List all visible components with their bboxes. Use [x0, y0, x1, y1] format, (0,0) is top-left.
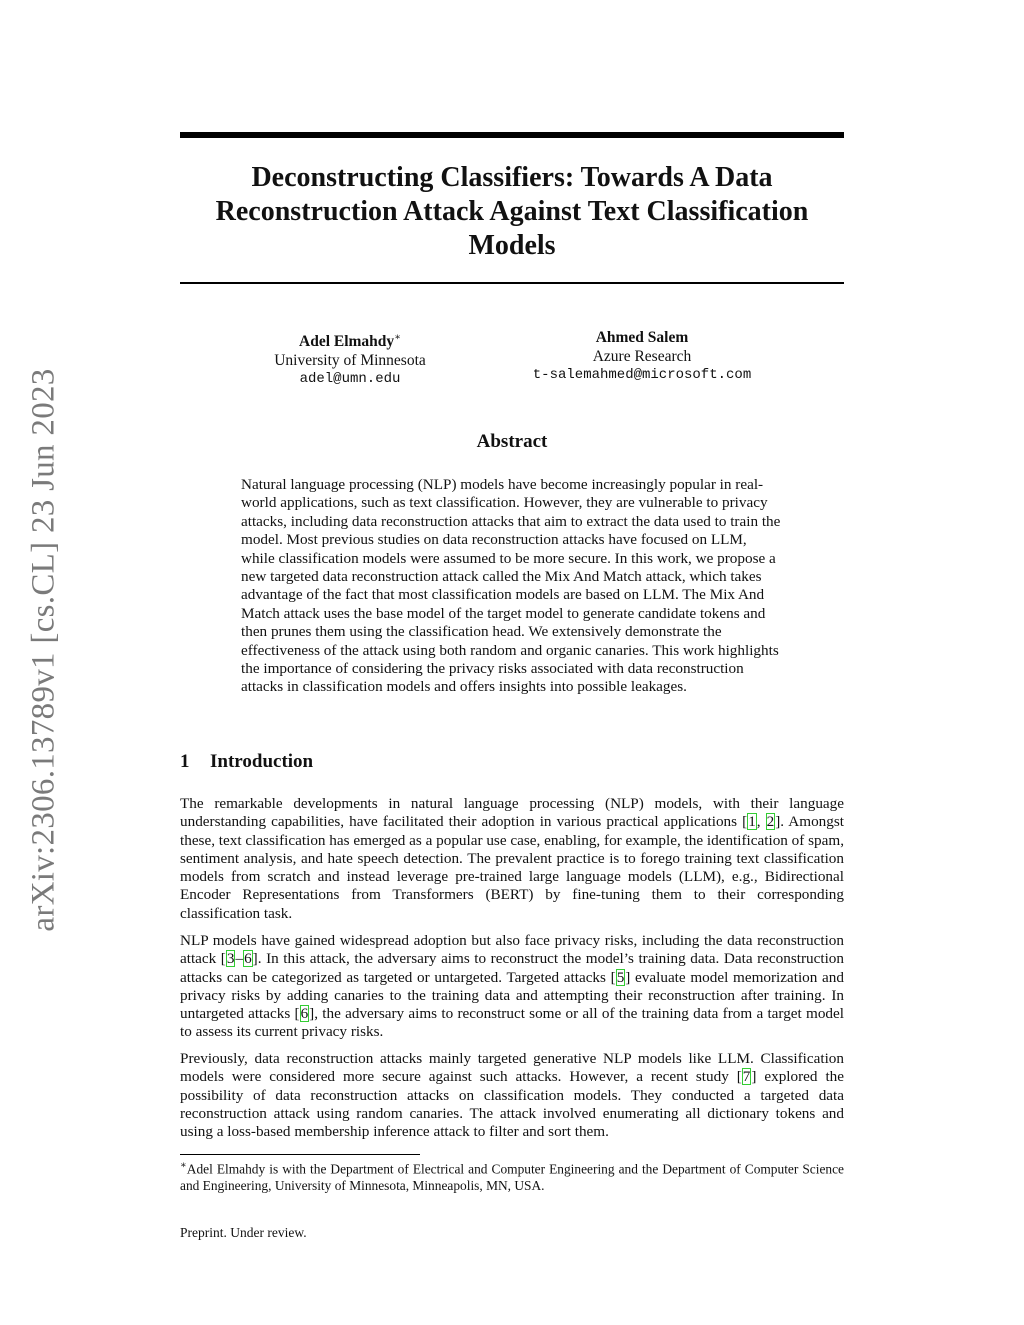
title-line: Reconstruction Attack Against Text Classification	[215, 196, 809, 227]
title-line: Deconstructing Classifiers: Towards A Data	[251, 162, 773, 193]
author-email: t-salemahmed@microsoft.com	[532, 367, 752, 383]
author-name: Ahmed Salem	[595, 329, 689, 346]
paragraph	[180, 1050, 844, 1141]
abstract-text: Natural language processing (NLP) models have become increasingly popular in real-world applications, such as text classification. However, they are vulnerable to privacy attacks, including data reconstruction attacks that aim to extract the data used to train the model. Most previous studies on data reconstruction attacks have focused on LLM, while classification models were assumed to be more secure. In this work, we propose a new targeted data reconstruction attack called the Mix And Match attack, which takes advantage of the fact that most classification models are based on LLM. The Mix And Match attack uses the base model of the target model to generate candidate tokens and then prunes them using the classification head. We extensively demonstrate the effectiveness of the attack using both random and organic canaries. This work highlights the importance of considering the privacy risks associated with data reconstruction attacks in classification models and offers insights into possible leakages.	[241, 476, 781, 696]
citation-link[interactable]: 7	[742, 1068, 751, 1086]
author-email: adel@umn.edu	[299, 371, 401, 388]
footnote-text: Adel Elmahdy is with the Department of Electrical and Computer Engineering and the Department of Computer Science and Engineering, University of Minnesota, Minneapolis, MN, USA.	[180, 1161, 844, 1194]
citation-link[interactable]: 6	[244, 950, 252, 968]
paragraph-text: Previously, data reconstruction attacks mainly targeted generative NLP models like LLM. Classification models were considered more secure against such attacks. However, a recent study [	[180, 1050, 844, 1086]
footnote-rule	[180, 1154, 420, 1155]
citation-separator: –	[235, 950, 244, 968]
citation-link[interactable]: 2	[766, 813, 775, 831]
author-affiliation: University of Minnesota	[274, 352, 426, 370]
paragraph-text: ] evaluate model memorization and privacy risks by adding canaries to the training data and attempting their reconstruction after training. In untargeted attacks [	[180, 968, 844, 1023]
section-number: 1	[180, 751, 190, 772]
section-heading	[180, 751, 313, 773]
citation-link[interactable]: 5	[616, 968, 625, 986]
paragraph-text: ]. Amongst these, text classification has emerged as a popular use case, enabling, for example, the identification of spam, sentiment analysis, and hate speech detection. The prevalent practice is to forego training text classification models from scratch and instead leverage pre-trained large language models (LLM), e.g., Bidirectional Encoder Representations from Transformers (BERT) by fine-tuning them to their corresponding classification task.	[180, 813, 844, 922]
paragraph-text: NLP models have gained widespread adoption but also face privacy risks, including the data reconstruction attack [	[180, 932, 844, 968]
author-name: Adel Elmahdy	[299, 333, 395, 351]
footnote-marker: ∗	[180, 1160, 187, 1171]
paragraph-text: ], the adversary aims to reconstruct some or all of the training data from a target model to assess its current privacy risks.	[180, 1005, 844, 1041]
paragraph-text: The remarkable developments in natural language processing (NLP) models, with their language understanding capabilities, have facilitated their adoption in various practical applications [	[180, 795, 844, 831]
paragraph-text: ]. In this attack, the adversary aims to reconstruct the model’s training data. Data reconstruction attacks can be categorized as targeted or untargeted. Targeted attacks [	[180, 950, 844, 986]
author-affiliation: Azure Research	[592, 348, 692, 365]
citation-separator: ,	[756, 813, 766, 831]
title-top-rule	[180, 132, 844, 138]
arxiv-identifier: arXiv:2306.13789v1 [cs.CL] 23 Jun 2023	[25, 368, 62, 932]
section-title: Introduction	[210, 751, 314, 772]
title-line: Models	[468, 230, 556, 261]
footnote	[180, 1158, 844, 1195]
citation-link[interactable]: 3	[226, 950, 235, 968]
paper-title	[180, 161, 844, 263]
paragraph-text: ] explored the possibility of data reconstruction attacks on classification models. They conducted a targeted data reconstruction attack using random canaries. The attack involved enumerating all dictionary tokens and using a loss-based membership inference attack to filter and sort them.	[180, 1068, 844, 1141]
author-block	[250, 328, 450, 389]
paragraph	[180, 932, 844, 1042]
title-bottom-rule	[180, 282, 844, 284]
citation-link[interactable]: 1	[748, 813, 756, 831]
citation-link[interactable]: 6	[300, 1005, 309, 1023]
author-block	[512, 328, 772, 385]
footnote-marker: ∗	[394, 332, 401, 343]
preprint-note: Preprint. Under review.	[180, 1225, 307, 1240]
abstract-heading: Abstract	[476, 431, 548, 452]
paragraph	[180, 795, 844, 923]
